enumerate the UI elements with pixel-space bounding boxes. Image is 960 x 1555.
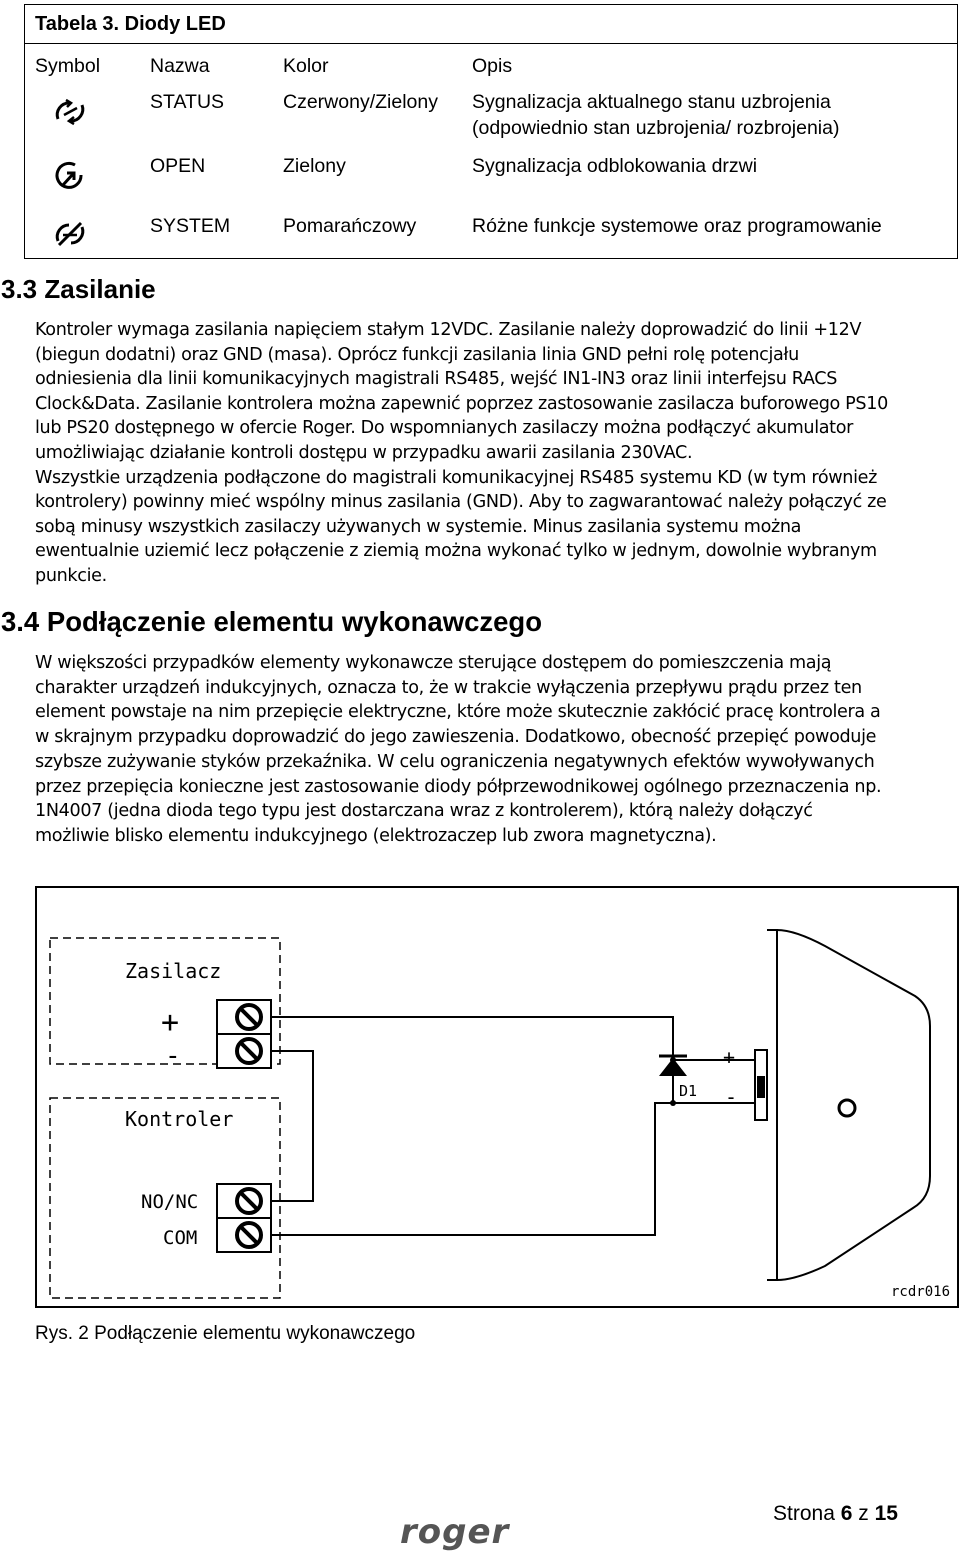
system-led-icon — [53, 219, 87, 251]
diode-label: D1 — [679, 1082, 698, 1100]
section-33-line: punkcie. — [35, 566, 107, 586]
section-34-line: W większości przypadków elementy wykonawcze sterujące dostępem do pomieszczenia mają — [35, 653, 832, 673]
row-status-desc-2: (odpowiednio stan uzbrojenia/ rozbrojenia) — [472, 117, 840, 139]
section-34-line: element powstaje na nim przepięcie elektryczne, które może skutecznie zakłócić pracę kontrolera a — [35, 702, 881, 723]
section-34-line: szybsze zużywanie styków przekaźnika. W celu ograniczenia negatywnych efektów wywoływanych — [35, 751, 875, 772]
door-handle-icon — [839, 1100, 855, 1116]
table-caption: Tabela 3. Diody LED — [35, 13, 226, 35]
section-33-line: Wszystkie urządzenia podłączone do magistrali komunikacyjnej RS485 systemu KD (w tym również — [35, 467, 877, 488]
figure-caption: Rys. 2 Podłączenie elementu wykonawczego — [35, 1323, 416, 1344]
page-sep: z — [858, 1502, 869, 1525]
page-current: 6 — [840, 1502, 853, 1525]
section-33-line: sobą minusy wszystkich zasilaczy używanych w systemie. Minus zasilania systemu można — [35, 516, 802, 537]
open-led-icon — [53, 161, 87, 193]
header-symbol: Symbol — [35, 55, 101, 77]
wires — [271, 1017, 755, 1235]
led-table — [24, 4, 958, 259]
row-open-color: Zielony — [283, 155, 346, 177]
section-33-line: Kontroler wymaga zasilania napięciem stałym 12VDC. Zasilanie należy doprowadzić do linii +12V — [35, 320, 862, 340]
header-description: Opis — [472, 55, 513, 77]
row-open-name: OPEN — [150, 155, 206, 177]
section-33-line: (biegun dodatni) oraz GND (masa). Oprócz funkcji zasilania linia GND pełni rolę potencjału — [35, 344, 799, 365]
page-number — [773, 1502, 898, 1526]
nonc-label: NO/NC — [141, 1191, 199, 1213]
row-status-desc-1: Sygnalizacja aktualnego stanu uzbrojenia — [472, 91, 831, 113]
psu-plus-label: + — [161, 1005, 180, 1040]
page-prefix: Strona — [773, 1502, 835, 1525]
row-system-color: Pomarańczowy — [283, 215, 417, 237]
com-label: COM — [163, 1227, 198, 1249]
section-3-3-title: 3.3 Zasilanie — [1, 274, 156, 304]
lock-terminal-contact — [757, 1076, 765, 1098]
lock-minus-label: - — [725, 1085, 738, 1109]
row-system-desc: Różne funkcje systemowe oraz programowanie — [472, 215, 882, 237]
row-open-desc: Sygnalizacja odblokowania drzwi — [472, 155, 758, 177]
page-total: 15 — [874, 1502, 898, 1525]
psu-label: Zasilacz — [125, 959, 222, 983]
row-system-name: SYSTEM — [150, 215, 231, 237]
row-status-color: Czerwony/Zielony — [283, 91, 438, 113]
psu-terminal-block — [217, 1000, 271, 1068]
section-34-line: przez przepięcia konieczne jest zastosowanie diody półprzewodnikowej ogólnego przeznaczenia np. — [35, 776, 882, 797]
table-caption-row — [25, 5, 957, 44]
lock-plus-label: + — [723, 1045, 736, 1069]
header-name: Nazwa — [150, 55, 210, 77]
diagram-code: rcdr016 — [891, 1284, 951, 1300]
status-led-icon — [53, 97, 87, 127]
section-33-line: umożliwiając działanie kontroli dostępu w przypadku awarii zasilania 230VAC. — [35, 443, 693, 463]
section-3-4-title: 3.4 Podłączenie elementu wykonawczego — [1, 606, 543, 637]
row-status-name: STATUS — [150, 91, 225, 113]
header-color: Kolor — [283, 55, 329, 77]
controller-terminal-block — [217, 1184, 271, 1252]
section-34-line: charakter urządzeń indukcyjnych, oznacza to, że w trakcie wyłączenia przepływu prądu przez ten — [35, 677, 862, 698]
psu-minus-label: - — [165, 1041, 181, 1071]
section-34-line: w skrajnym przypadku doprowadzić do jego zawieszenia. Dodatkowo, obecność przepięć powoduje — [35, 727, 877, 748]
roger-logo: roger — [400, 1512, 510, 1552]
section-33-line: odniesienia dla linii komunikacyjnych magistrali RS485, wejść IN1-IN3 oraz linii interfejsu RACS — [35, 369, 838, 390]
section-33-line: lub PS20 dostępnego w ofercie Roger. Do wspomnianych zasilaczy można podłączyć akumulator — [35, 418, 854, 439]
wiring-diagram — [35, 886, 959, 1308]
section-33-line: Clock&Data. Zasilanie kontrolera można zapewnić poprzez zastosowanie zasilacza buforowego PS10 — [35, 393, 888, 414]
section-33-line: ewentualnie uziemić lecz połączenie z ziemią można wykonać tylko w jednym, dowolnie wybranym — [35, 541, 877, 562]
section-34-line: możliwie blisko elementu indukcyjnego (elektrozaczep lub zwora magnetyczna). — [35, 825, 717, 846]
section-34-line: 1N4007 (jedna dioda tego typu jest dostarczana wraz z kontrolerem), którą należy dołączyć — [35, 801, 813, 822]
controller-label: Kontroler — [125, 1107, 234, 1131]
section-33-line: kontrolery) powinny mieć wspólny minus zasilania (GND). Aby to zagwarantować należy połączyć ze — [35, 492, 887, 513]
